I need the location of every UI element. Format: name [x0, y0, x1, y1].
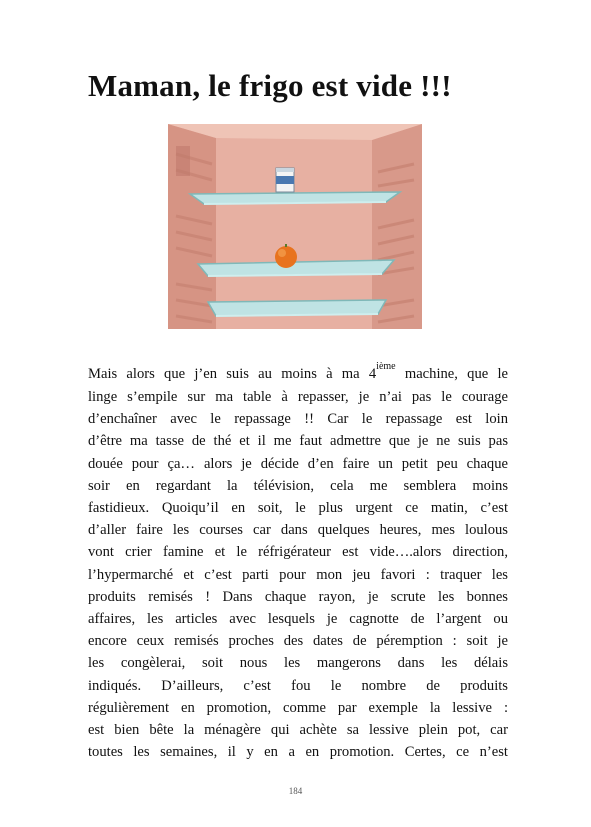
text-line: l’hypermarché et c’est parti pour mon jeu favori : traquer les: [88, 566, 508, 583]
text-line: Mais alors que j’en suis au moins à ma 4ième machine, que le: [88, 361, 508, 382]
text-line: est bien bête la ménagère qui achète sa lessive plein pot, car: [88, 722, 508, 739]
text-line: douée pour ça… alors je décide d’en faire un petit peu chaque: [88, 455, 508, 472]
text-line: vont crier famine et le réfrigérateur est vide….alors direction,: [88, 544, 508, 561]
text-line: linge s’empile sur ma table à repasser, je n’ai pas le courage: [88, 389, 508, 405]
text-line: indiqués. D’ailleurs, c’est fou le nombre de produits: [88, 677, 508, 694]
text-line: produits remisés ! Dans chaque rayon, je scrute les bonnes: [88, 588, 508, 605]
text-line: affaires, les articles avec lesquels je cagnotte de l’argent ou: [88, 611, 508, 628]
ordinal-superscript: ième: [376, 361, 396, 372]
text-line: d’aller faire les courses car dans quelques heures, mes loulous: [88, 522, 508, 539]
text-line: toutes les semaines, il y en a en promotion. Certes, ce n’est: [88, 744, 508, 761]
text-line: encore ceux remisés proches des dates de péremption : soit je: [88, 633, 508, 650]
text-line: soir en regardant la télévision, cela me semblera moins: [88, 477, 508, 494]
text-line: d’enchaîner avec le repassage !! Car le repassage est loin: [88, 411, 508, 428]
text-line: régulièrement en promotion, comme par exemple la lessive :: [88, 699, 508, 716]
text-line: fastidieux. Quoiqu’il en soit, le plus urgent ce matin, c’est: [88, 500, 508, 517]
body-paragraph: [88, 361, 508, 763]
fridge-illustration: [168, 124, 422, 329]
text-line: d’être ma tasse de thé et il me faut admettre que je ne suis pas: [88, 433, 508, 450]
empty-fridge-photo: [168, 124, 422, 329]
yogurt-pot: [276, 168, 294, 192]
text-line: les congèlerai, soit nous les mangerons dans les délais: [88, 655, 508, 672]
page-title: Maman, le frigo est vide !!!: [88, 68, 452, 103]
page-number: 184: [288, 786, 303, 796]
